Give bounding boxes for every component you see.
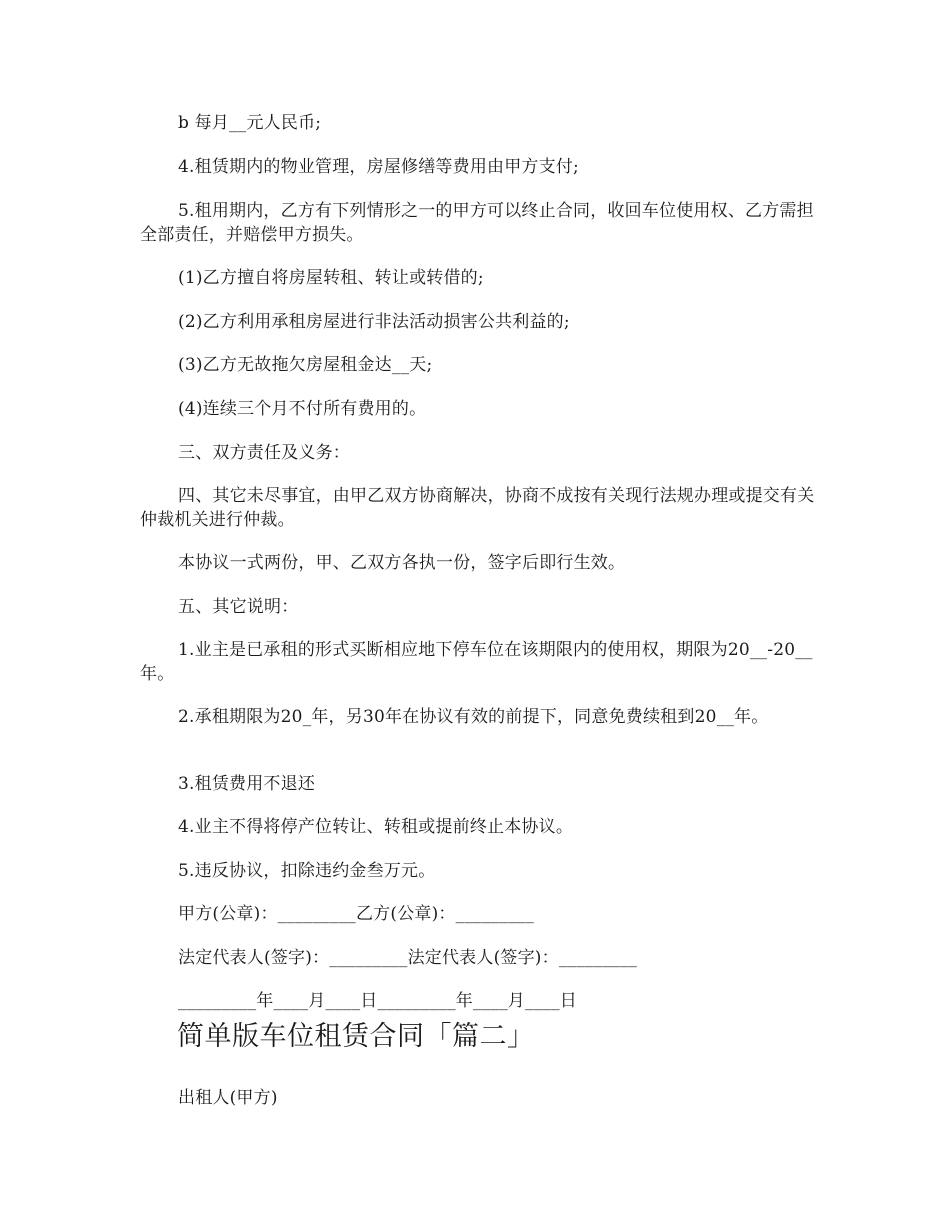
paragraph-section-five: 五、其它说明： xyxy=(178,597,299,617)
paragraph-lessor: 出租人(甲方) xyxy=(178,1088,278,1108)
paragraph-note-3: 3.租赁费用不退还 xyxy=(178,774,316,794)
paragraph-condition-1: (1)乙方擅自将房屋转租、转让或转借的; xyxy=(178,268,484,288)
paragraph-termination-conditions: 5.租用期内，乙方有下列情形之一的甲方可以终止合同，收回车位使用权、乙方需担全部责任，并赔偿甲方损失。 xyxy=(140,201,814,245)
paragraph-monthly-rent: b 每月__元人民币; xyxy=(178,113,322,133)
signature-seal-line: 甲方(公章)：_________乙方(公章)：_________ xyxy=(178,904,534,924)
signature-representative-line: 法定代表人(签字)：_________法定代表人(签字)：_________ xyxy=(178,948,638,968)
paragraph-condition-3: (3)乙方无故拖欠房屋租金达__天; xyxy=(178,355,433,375)
paragraph-copies: 本协议一式两份，甲、乙双方各执一份，签字后即行生效。 xyxy=(178,553,626,573)
paragraph-condition-2: (2)乙方利用承租房屋进行非法活动损害公共利益的; xyxy=(178,312,570,332)
signature-date-line: _________年____月____日_________年____月____日 xyxy=(178,991,577,1011)
paragraph-section-four: 四、其它未尽事宜，由甲乙双方协商解决，协商不成按有关现行法规办理或提交有关仲裁机关进行仲裁。 xyxy=(140,486,815,530)
paragraph-property-fees: 4.租赁期内的物业管理，房屋修缮等费用由甲方支付; xyxy=(178,157,579,177)
paragraph-note-2: 2.承租期限为20_年，另30年在协议有效的前提下，同意免费续租到20__年。 xyxy=(178,707,769,727)
paragraph-note-1: 1.业主是已承租的形式买断相应地下停车位在该期限内的使用权，期限为20__-20__年。 xyxy=(140,640,813,684)
paragraph-note-5: 5.违反协议，扣除违约金叁万元。 xyxy=(178,861,436,881)
section-heading: 简单版车位租赁合同「篇二」 xyxy=(177,1021,535,1052)
paragraph-condition-4: (4)连续三个月不付所有费用的。 xyxy=(178,399,427,419)
paragraph-section-three: 三、双方责任及义务： xyxy=(178,443,350,463)
paragraph-note-4: 4.业主不得将停产位转让、转租或提前终止本协议。 xyxy=(178,817,574,837)
